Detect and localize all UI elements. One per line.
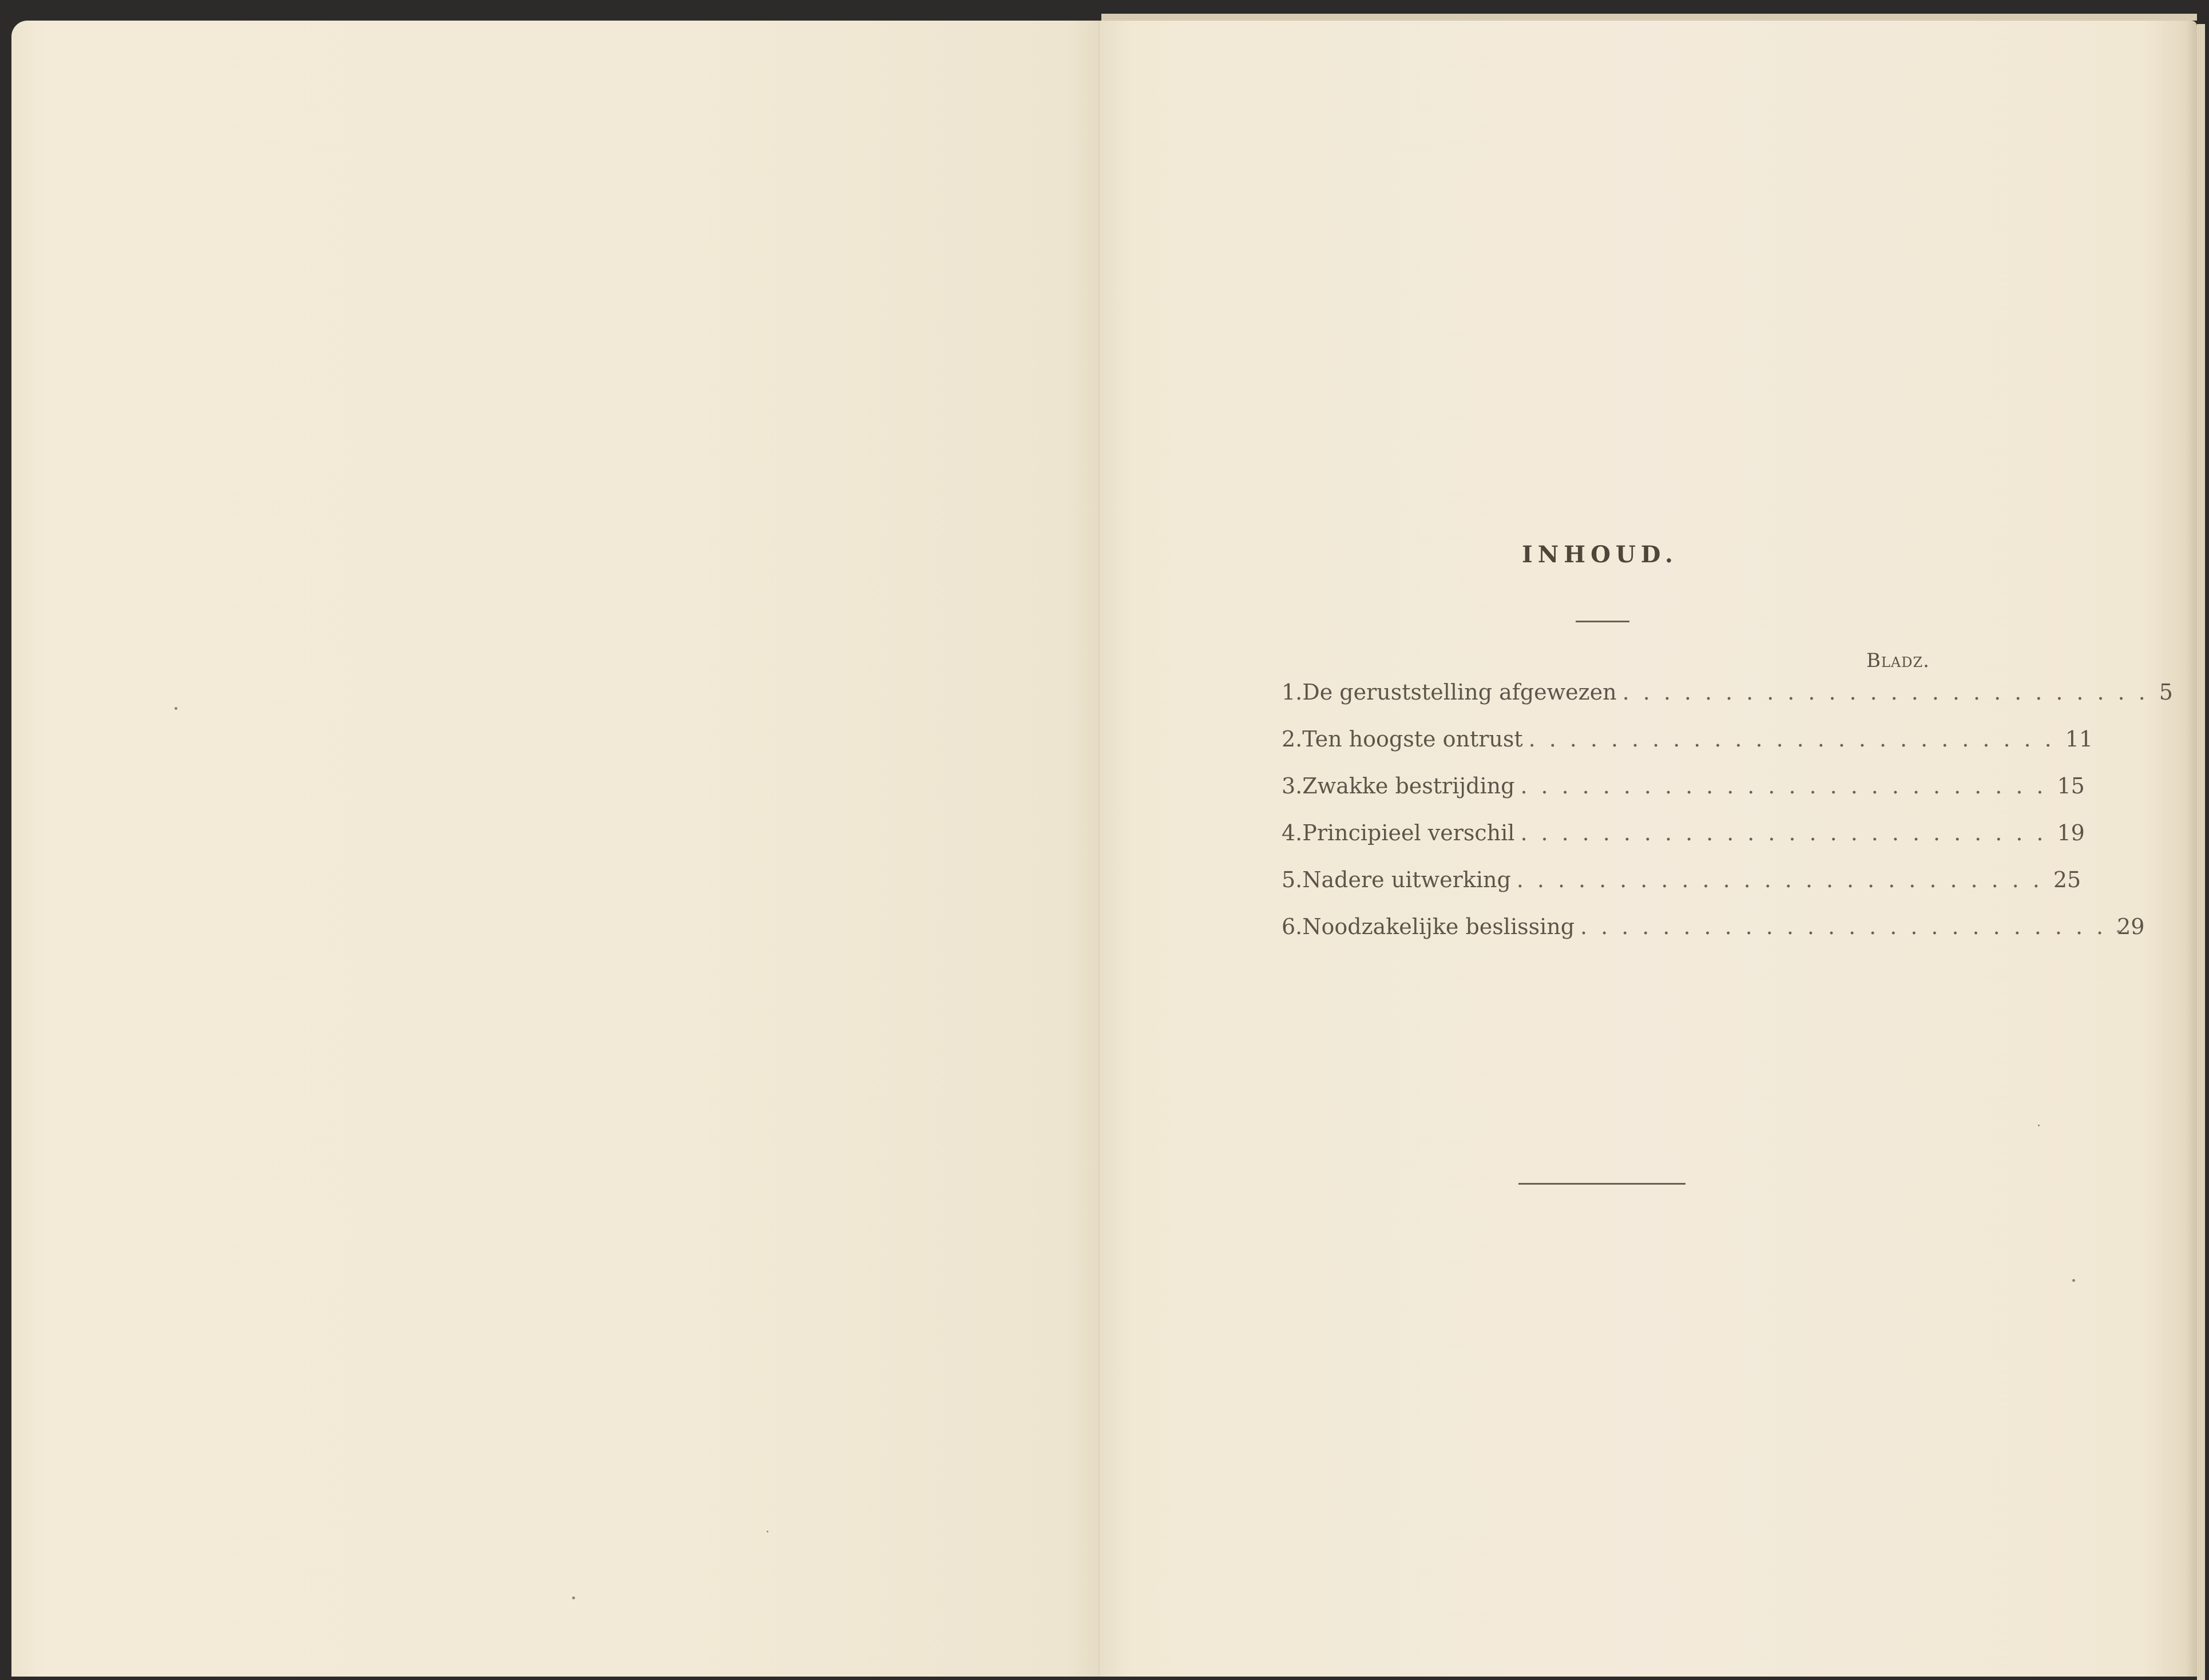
dot-leader: .......................... <box>1622 680 2159 705</box>
toc-entry-page: 5 <box>2159 680 2173 705</box>
paper-speck <box>2072 1279 2075 1282</box>
page-column-header: Bladz. <box>1866 649 1930 672</box>
paper-speck <box>175 707 177 710</box>
toc-entry <box>1282 726 2093 773</box>
dot-leader: .......................... <box>1580 914 2117 939</box>
toc-entry <box>1282 867 2081 914</box>
toc-entry-title: De geruststelling afgewezen <box>1302 680 1617 705</box>
toc-entry-title: Zwakke bestrijding <box>1302 773 1515 799</box>
paper-speck <box>767 1531 768 1532</box>
toc-entry-number: 5. <box>1282 867 1303 892</box>
toc-entry-title: Nadere uitwerking <box>1302 867 1511 892</box>
toc-entry <box>1282 820 2085 867</box>
closing-rule <box>1518 1183 1685 1185</box>
page-stack-edge <box>2197 24 2205 1680</box>
toc-entry <box>1282 914 2145 961</box>
paper-speck <box>572 1596 575 1599</box>
toc-entry-number: 3. <box>1282 773 1303 799</box>
dot-leader: .......................... <box>1516 867 2053 892</box>
page-stack-top <box>1101 14 2197 21</box>
left-page <box>11 21 1100 1677</box>
toc-heading: INHOUD. <box>1522 541 1678 568</box>
heading-rule <box>1576 621 1629 622</box>
toc-entry-page: 25 <box>2053 867 2081 892</box>
toc-entry <box>1282 773 2085 820</box>
toc-entry-title: Noodzakelijke beslissing <box>1302 914 1575 939</box>
dot-leader: .......................... <box>1520 773 2057 799</box>
toc-entry-page: 19 <box>2057 820 2085 845</box>
toc-list <box>1282 680 2173 961</box>
toc-entry-page: 29 <box>2117 914 2145 939</box>
toc-entry-page: 11 <box>2065 726 2093 752</box>
toc-entry-page: 15 <box>2057 773 2085 799</box>
toc-entry-number: 1. <box>1282 680 1303 705</box>
dot-leader: .......................... <box>1528 726 2065 752</box>
dot-leader: .......................... <box>1520 820 2057 845</box>
toc-entry <box>1282 680 2173 726</box>
toc-entry-title: Principieel verschil <box>1302 820 1515 845</box>
toc-entry-number: 2. <box>1282 726 1303 752</box>
toc-entry-title: Ten hoogste ontrust <box>1302 726 1523 752</box>
toc-entry-number: 4. <box>1282 820 1303 845</box>
toc-entry-number: 6. <box>1282 914 1303 939</box>
paper-speck <box>2038 1125 2040 1126</box>
